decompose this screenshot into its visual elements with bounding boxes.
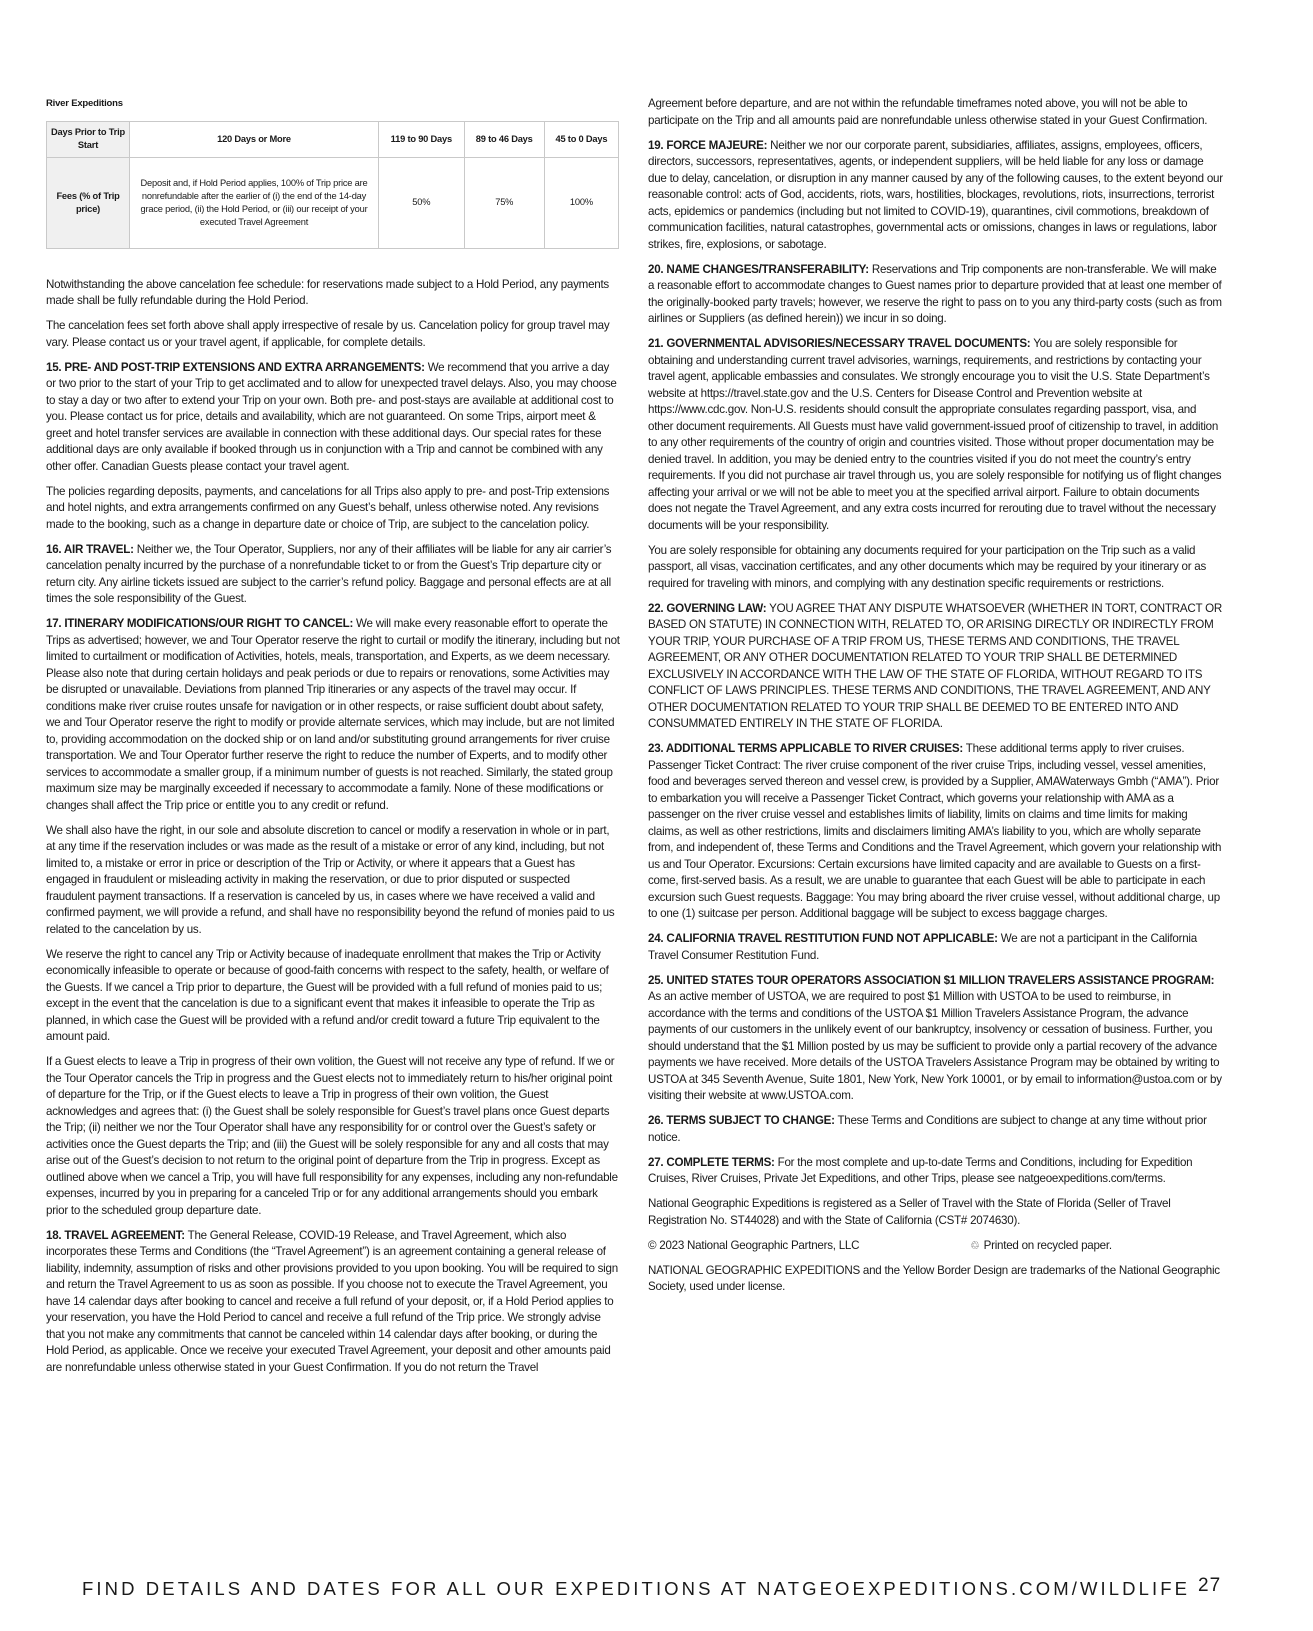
section-17-paragraph-4: If a Guest elects to leave a Trip in progress of their own volition, the Guest will not receive any type of refund. If we or the Tour Operator cancels the Trip in progress and the Guest elects not to immediately return to his/her original point of departure for the Trip, or if the Guest elects to leave a Trip in progress of their own volition, the Guest acknowledges and agrees that: (i) the Guest shall be solely responsible for Guest’s travel plans once Guest departs the Trip; (ii) neither we nor the Tour Operator shall have any responsibility for or control over the Guest’s safety or activities once the Guest departs the Trip; and (iii) the Guest will be solely responsible for any and all costs that may arise out of the Guest’s decision to not return to the original point of departure from the Trip in progress. Except as outlined above when we cancel a Trip, you will have full responsibility for any expenses, including any non-refundable expenses, incurred by you in preparing for a canceled Trip or for any additional arrangements should you embark prior to the scheduled group departure date. bbox=[46, 1055, 618, 1217]
table-cell: 75% bbox=[464, 157, 544, 248]
section-21 bbox=[648, 336, 1224, 534]
cancelation-fee-table bbox=[46, 121, 619, 249]
table-header: 89 to 46 Days bbox=[464, 121, 544, 157]
section-16 bbox=[46, 542, 620, 608]
section-15 bbox=[46, 360, 620, 476]
section-20-body: Reservations and Trip components are non-transferable. We will make a reasonable effort to accommodate changes to Guest names prior to departure provided that at least one member of the originally-booked party travels; however, we reserve the right to pass on to you any third-party costs (such as from airlines or Suppliers (as defined herein)) we incur in so doing. bbox=[648, 262, 1222, 325]
right-column bbox=[648, 96, 1224, 1304]
recycled-text: Printed on recycled paper. bbox=[983, 1238, 1112, 1252]
table-caption: River Expeditions bbox=[46, 98, 123, 109]
section-20-heading: 20. NAME CHANGES/TRANSFERABILITY: bbox=[648, 262, 869, 276]
left-column bbox=[46, 96, 620, 1385]
table-row bbox=[47, 157, 619, 248]
section-21-heading: 21. GOVERNMENTAL ADVISORIES/NECESSARY TRAVEL DOCUMENTS: bbox=[648, 337, 1031, 350]
table-header: 45 to 0 Days bbox=[544, 121, 618, 157]
section-17 bbox=[46, 616, 620, 814]
registration-paragraph: National Geographic Expeditions is registered as a Seller of Travel with the State of Florida (Seller of Travel Registration No. ST44028) and with the State of California (CST# 2074630). bbox=[648, 1197, 1171, 1227]
table-header: 119 to 90 Days bbox=[379, 121, 465, 157]
resale-paragraph: The cancelation fees set forth above shall apply irrespective of resale by us. Cancelation policy for group travel may vary. Please contact us or your travel agent, if applicable, for complete details. bbox=[46, 319, 610, 349]
hold-period-paragraph: Notwithstanding the above cancelation fee schedule: for reservations made subject to a Hold Period, any payments made shall be fully refundable during the Hold Period. bbox=[46, 277, 609, 307]
table-cell: Deposit and, if Hold Period applies, 100% of Trip price are nonrefundable after the earlier of (i) the end of the 14-day grace period, (ii) the Hold Period, or (iii) our receipt of your executed Travel Agreement bbox=[130, 157, 379, 248]
section-19 bbox=[648, 138, 1224, 254]
section-23-body: These additional terms apply to river cruises. Passenger Ticket Contract: The river cruise component of the river cruise Trips, including vessel, vessel amenities, food and beverages served thereon and vessel crew, is provided by a Supplier, AMAWaterways Gmbh (“AMA”). Prior to embarkation you will receive a Passenger Ticket Contract, which governs your relationship with AMA as a passenger on the river cruise vessel and establishes limits of liability, limits on claims and time limits for making claims, as well as other restrictions, limits and disclaimers limiting AMA’s liability to you, which are wholly separate from, and independent of, these Terms and Conditions and the Travel Agreement, which govern your relationship with us and Tour Operator. Excursions: Certain excursions have limited capacity and are available to Guests on a first-come, first-served basis. As a result, we are unable to guarantee that each Guest will be able to participate in each excursion such Guest requests. Baggage: You may bring aboard the river cruise vessel, without additional charge, up to one (1) suitcase per person. Additional baggage will be subject to excess baggage charges. bbox=[648, 742, 1222, 920]
footer-banner: FIND DETAILS AND DATES FOR ALL OUR EXPEDITIONS AT NATGEOEXPEDITIONS.COM/WILDLIFE bbox=[82, 1578, 1191, 1599]
copyright-text: © 2023 National Geographic Partners, LLC bbox=[648, 1238, 860, 1252]
section-27-body: For the most complete and up-to-date Terms and Conditions, including for Expedition Cruises, River Cruises, Private Jet Expeditions, and other Trips, please see natgeoexpeditions.com/terms. bbox=[648, 1155, 1193, 1185]
section-23 bbox=[648, 741, 1224, 923]
section-25-heading: 25. UNITED STATES TOUR OPERATORS ASSOCIATION $1 MILLION TRAVELERS ASSISTANCE PROGRAM: bbox=[648, 973, 1215, 987]
table-header: Days Prior to Trip Start bbox=[47, 121, 130, 157]
page-number: 27 bbox=[1198, 1575, 1222, 1596]
section-18-heading: 18. TRAVEL AGREEMENT: bbox=[46, 1228, 185, 1242]
table-cell: 100% bbox=[544, 157, 618, 248]
section-16-body: Neither we, the Tour Operator, Suppliers, nor any of their affiliates will be liable for any air carrier’s cancelation penalty incurred by the purchase of a nonrefundable ticket to or from the Guest’s Trip departure city or return city. Any airline tickets issued are subject to the carrier’s refund policy. Baggage and personal effects are at all times the sole responsibility of the Guest. bbox=[46, 542, 612, 605]
section-16-heading: 16. AIR TRAVEL: bbox=[46, 542, 134, 556]
section-26-heading: 26. TERMS SUBJECT TO CHANGE: bbox=[648, 1114, 835, 1127]
copyright-line bbox=[648, 1238, 1224, 1255]
section-15-body: We recommend that you arrive a day or two prior to the start of your Trip to get acclimated and to allow for unexpected travel delays. Also, you may choose to stay a day or two after to extend your Trip on your own. Both pre- and post-stays are available at additional cost to you. Please contact us for price, details and availability, which are not guaranteed. On some Trips, airport meet & greet and hotel transfer services are available in connection with these additional days. Our special rates for these additional days are only available if booked through us in conjunction with a Trip and cannot be combined with any other offer. Canadian Guests please contact your travel agent. bbox=[46, 360, 617, 473]
section-23-heading: 23. ADDITIONAL TERMS APPLICABLE TO RIVER CRUISES: bbox=[648, 742, 963, 755]
section-17-body: We will make every reasonable effort to operate the Trips as advertised; however, we and Tour Operator reserve the right to curtail or modify the itinerary, including but not limited to curtailment or modification of Activities, hotels, meals, transportation, and Experts, as we deem necessary. Please also note that during certain holidays and peak periods or due to repairs or renovations, some Activities may be disrupted or unavailable. Deviations from planned Trip itineraries or any aspects of the travel may occur. If conditions make river cruise routes unsafe for navigation or in other respects, or raise sufficient doubt about safety, we and Tour Operator reserve the right to modify or provide alternate services, which may include, but are not limited to, providing accommodation on the docked ship or on land and/or substituting ground arrangements for river cruise transportation. We and Tour Operator further reserve the right to reduce the number of Experts, and to modify other services to accommodate a smaller group, if a minimum number of guests is not reached. Similarly, the stated group maximum size may be marginally exceeded if necessary to accommodate a family. None of these modifications or changes shall affect the Trip price or entitle you to any credit or refund. bbox=[46, 617, 620, 812]
section-24-body: We are not a participant in the California Travel Consumer Restitution Fund. bbox=[648, 932, 1197, 962]
section-22-heading: 22. GOVERNING LAW: bbox=[648, 601, 767, 615]
trademark-paragraph: NATIONAL GEOGRAPHIC EXPEDITIONS and the Yellow Border Design are trademarks of the National Geographic Society, used under license. bbox=[648, 1263, 1220, 1293]
section-24 bbox=[648, 931, 1224, 964]
section-26 bbox=[648, 1113, 1224, 1146]
section-25-body: As an active member of USTOA, we are required to post $1 Million with USTOA to be used to reimburse, in accordance with the terms and conditions of the USTOA $1 Million Travelers Assistance Program, the advance payments of our customers in the unlikely event of our bankruptcy, insolvency or cessation of business. Further, you should understand that the $1 Million posted by us may be sufficient to provide only a partial recovery of the advance payments we have received. More details of the USTOA Travelers Assistance Program may be obtained by writing to USTOA at 345 Seventh Avenue, Suite 1801, New York, New York 10001, or by email to information@ustoa.com or by visiting their website at www.USTOA.com. bbox=[648, 990, 1222, 1102]
section-15-paragraph-2: The policies regarding deposits, payments, and cancelations for all Trips also apply to pre- and post-Trip extensions and hotel nights, and extra arrangements confirmed on any Guest’s behalf, unless otherwise noted. Any revisions made to the booking, such as a change in departure date or choice of Trip, are subject to the cancelation policy. bbox=[46, 484, 610, 531]
section-18-body: The General Release, COVID-19 Release, and Travel Agreement, which also incorporates these Terms and Conditions (the “Travel Agreement”) is an agreement containing a general release of liability, indemnity, assumption of risks and other provisions provided to you upon booking. You will be required to sign and return the Travel Agreement to us as soon as possible. If you choose not to execute the Travel Agreement, you have 14 calendar days after booking to cancel and receive a full refund of your deposit, or, if a Hold Period applies to your reservation, you have the Hold Period to cancel and receive a full refund of the Trip price. We strongly advise that you not make any commitments that cannot be canceled within 14 calendar days after booking, or during the Hold Period, as applicable. Once we receive your executed Travel Agreement, your deposit and other amounts paid are nonrefundable unless otherwise stated in your Guest Confirmation. If you do not return the Travel bbox=[46, 1228, 618, 1374]
section-21-paragraph-2: You are solely responsible for obtaining any documents required for your participation on the Trip such as a valid passport, all visas, vaccination certificates, and any other documents which may be required by your itinerary or as required for traveling with minors, and complying with any destination specific requirements or restrictions. bbox=[648, 543, 1207, 590]
recycle-icon: ♲ bbox=[970, 1239, 980, 1252]
section-19-heading: 19. FORCE MAJEURE: bbox=[648, 138, 768, 152]
section-17-heading: 17. ITINERARY MODIFICATIONS/OUR RIGHT TO CANCEL: bbox=[46, 617, 354, 630]
section-20 bbox=[648, 262, 1224, 328]
section-18 bbox=[46, 1228, 620, 1377]
section-27-heading: 27. COMPLETE TERMS: bbox=[648, 1155, 775, 1169]
table-cell: 50% bbox=[379, 157, 465, 248]
section-18-continued: Agreement before departure, and are not within the refundable timeframes noted above, you will not be able to participate on the Trip and all amounts paid are nonrefundable unless otherwise stated in your Guest Confirmation. bbox=[648, 97, 1208, 127]
section-26-body: These Terms and Conditions are subject to change at any time without prior notice. bbox=[648, 1114, 1207, 1144]
section-24-heading: 24. CALIFORNIA TRAVEL RESTITUTION FUND NOT APPLICABLE: bbox=[648, 932, 998, 945]
recycled-note bbox=[970, 1238, 1112, 1255]
section-25 bbox=[648, 973, 1224, 1105]
table-header: 120 Days or More bbox=[130, 121, 379, 157]
section-17-paragraph-2: We shall also have the right, in our sole and absolute discretion to cancel or modify a reservation in whole or in part, at any time if the reservation includes or was made as the result of a mistake or error of any kind, including, but not limited to, a mistake or error in price or description of the Trip or Activity, or where it appears that a Guest has engaged in fraudulent or misleading activity in making the reservation, or due to prior disputed or suspected fraudulent payment transactions. If a reservation is canceled by us, in cases where we have received a valid and confirmed payment, we will provide a refund, and shall have no responsibility beyond the refund of monies paid to us related to the cancelation by us. bbox=[46, 823, 615, 936]
section-19-body: Neither we nor our corporate parent, subsidiaries, affiliates, assigns, employees, officers, directors, successors, representatives, agents, or independent suppliers, will be held liable for any loss or damage due to delay, cancelation, or disruption in any manner caused by any of the following causes, to the extent beyond our reasonable control: acts of God, accidents, riots, wars, hostilities, blockages, revolutions, riots, insurrections, terrorist acts, epidemics or pandemics (including but not limited to COVID-19), quarantines, civil commotions, breakdown of communication facilities, natural catastrophes, governmental acts or omissions, changes in laws or regulations, labor strikes, fire, explosions, or sabotage. bbox=[648, 138, 1223, 251]
table-row-label: Fees (% of Trip price) bbox=[47, 157, 130, 248]
section-15-heading: 15. PRE- AND POST-TRIP EXTENSIONS AND EXTRA ARRANGEMENTS: bbox=[46, 360, 425, 374]
section-22-body: YOU AGREE THAT ANY DISPUTE WHATSOEVER (WHETHER IN TORT, CONTRACT OR BASED ON STATUTE) IN CONNECTION WITH, RELATED TO, OR ARISING DIRECTLY OR INDIRECTLY FROM YOUR TRIP, YOUR PURCHASE OF A TRIP FROM US, THESE TERMS AND CONDITIONS, THE TRAVEL AGREEMENT, OR ANY OTHER DOCUMENTATION RELATED TO YOUR TRIP SHALL BE DETERMINED EXCLUSIVELY IN ACCORDANCE WITH THE LAW OF THE STATE OF FLORIDA, WITHOUT REGARD TO ITS CONFLICT OF LAWS PRINCIPLES. THESE TERMS AND CONDITIONS, THE TRAVEL AGREEMENT, AND ANY OTHER DOCUMENTATION RELATED TO YOUR TRIP SHALL BE DEEMED TO BE ENTERED INTO AND CONSUMMATED ENTIRELY IN THE STATE OF FLORIDA. bbox=[648, 601, 1222, 730]
section-27 bbox=[648, 1155, 1224, 1188]
table-header-row bbox=[47, 121, 619, 157]
section-17-paragraph-3: We reserve the right to cancel any Trip or Activity because of inadequate enrollment that makes the Trip or Activity economically infeasible to operate or because of good-faith concerns with respect to the safety, health, or welfare of the Guests. If we cancel a Trip prior to departure, the Guest will be provided with a full refund of monies paid to us; except in the event that the cancelation is due to a significant event that makes it infeasible to operate the Trip as planned, in which case the Guest will be provided with a refund and/or credit toward a future Trip equivalent to the amount paid. bbox=[46, 947, 609, 1043]
section-21-body: You are solely responsible for obtaining and understanding current travel advisories, warnings, requirements, and restrictions by contacting your travel agent, applicable embassies and consulates. We strongly encourage you to visit the U.S. State Department’s website at https://travel.state.gov and the U.S. Centers for Disease Control and Prevention website at https://www.cdc.gov. Non-U.S. residents should consult the appropriate consulates regarding passport, visa, and other document requirements. All Guests must have valid government-issued proof of citizenship to travel, in addition to any other requirements of the country of origin and countries visited. Those without proper documentation may be denied travel. In addition, you may be denied entry to the countries visited if you do not meet the country’s entry requirements. If you did not purchase air travel through us, you are solely responsible for notifying us of flight changes affecting your arrival or we will not be able to meet you at the specified arrival airport. Failure to obtain documents does not negate the Travel Agreement, and any extra costs incurred for rerouting due to travel without the necessary documents will be your responsibility. bbox=[648, 337, 1222, 532]
section-22 bbox=[648, 601, 1224, 733]
